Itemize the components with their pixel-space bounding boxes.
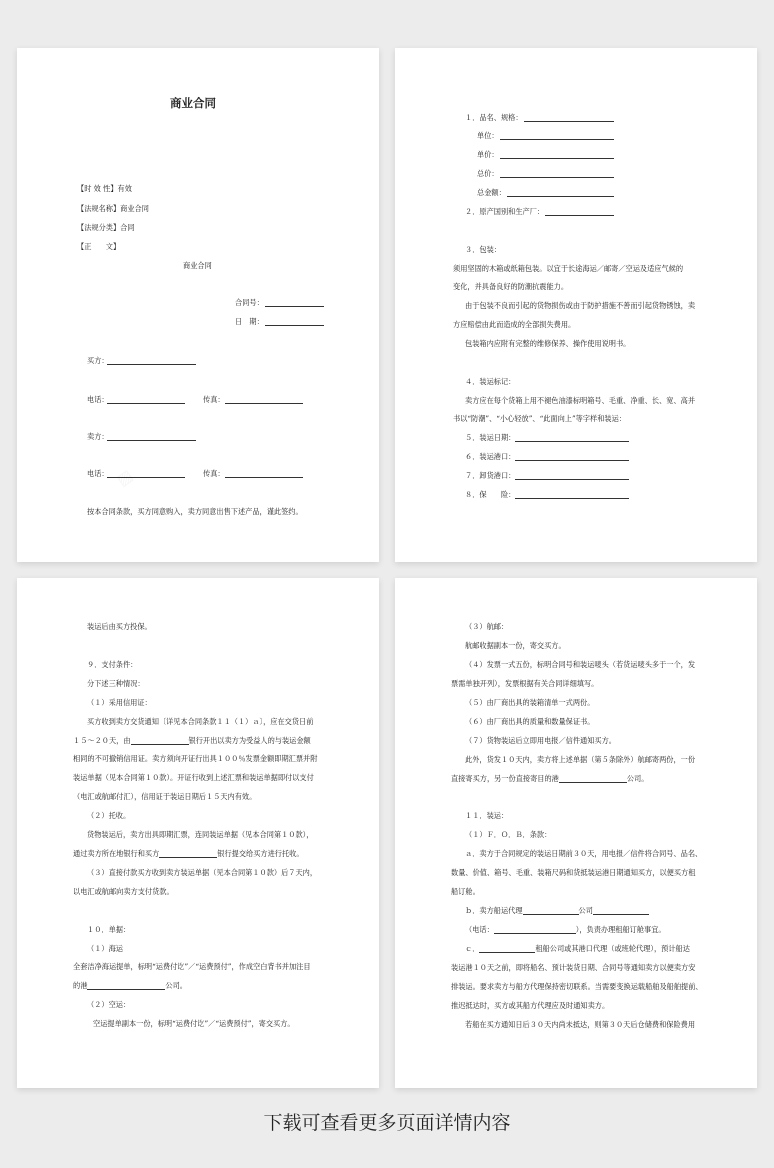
document-page-2 <box>395 48 757 562</box>
seller-blank <box>107 440 196 441</box>
item-4-heading: ４．装运标记： <box>465 377 516 386</box>
phone-blank <box>107 403 185 404</box>
total-amount-label: 总金额： <box>477 188 506 197</box>
document-page-3 <box>17 578 379 1088</box>
item-7-label: ７．卸货港口： <box>465 471 516 480</box>
price-blank <box>500 158 614 159</box>
text-line: 排装运。要求卖方与船方代理保持密切联系。当需要变换运载船舶及船舶提前、 <box>451 982 703 991</box>
item-5-blank <box>515 441 629 442</box>
fax-blank-2 <box>225 477 303 478</box>
total-blank <box>500 177 614 178</box>
text-line: （１）海运 <box>87 944 123 953</box>
text-line: （１）采用信用证： <box>87 698 152 707</box>
text-line: （电汇或航邮付汇），信用证于装运日期后１５天内有效。 <box>73 792 257 801</box>
text-line: （６）由厂商出具的质量和数量保证书。 <box>465 717 595 726</box>
text-line: 推迟抵达时，买方或其船方代理应及时通知卖方。 <box>451 1001 610 1010</box>
text-line: ｂ．卖方船运代理 公司 <box>465 906 649 915</box>
contract-no-label: 合同号： <box>235 298 264 307</box>
date-blank <box>265 325 324 326</box>
buyer-label: 买方： <box>87 356 109 365</box>
item-1-label: １．品名、规格： <box>465 113 523 122</box>
section-10-heading: １０．单据： <box>87 925 131 934</box>
document-page-4 <box>395 578 757 1088</box>
text-line: 装运后由买方投保。 <box>87 622 152 631</box>
text-line: （４）发票一式五份，标明合同号和装运唛头（若货运唛头多于一个，发 <box>465 660 696 669</box>
text-line: 全套洁净海运提单，标明“运费付讫”／“运费预付”，作成空白背书并加注目 <box>73 962 311 971</box>
text-line: （２）托收。 <box>87 811 131 820</box>
item-2-blank <box>545 215 614 216</box>
text-line: 通过卖方所在地银行和买方 银行提交给买方进行托收。 <box>73 849 304 858</box>
contract-no-blank <box>265 306 324 307</box>
seller-label: 卖方： <box>87 432 109 441</box>
marking-text-2: 书以“防潮”、“小心轻放”、“此面向上”等字样和装运： <box>453 414 626 423</box>
meta-name: 【法规名称】商业合同 <box>77 204 149 213</box>
text-line: （电话： ），负责办理租船订舱事宜。 <box>465 925 666 934</box>
packing-text-5: 包装箱内应附有完整的维修保养、操作使用说明书。 <box>465 339 631 348</box>
fax-label-2: 传真： <box>203 469 225 478</box>
date-label: 日 期： <box>235 317 264 326</box>
item-6-label: ６．装运港口： <box>465 452 516 461</box>
phone-label-2: 电话： <box>87 469 109 478</box>
item-7-blank <box>515 479 629 480</box>
unit-blank <box>500 139 614 140</box>
section-11-heading: １１．装运： <box>465 811 509 820</box>
text-line: 此外，货发１０天内，卖方将上述单据（第５条除外）航邮寄两份，一份 <box>465 755 696 764</box>
text-line: （７）货物装运后立即用电报／信件通知买方。 <box>465 736 616 745</box>
phone-label: 电话： <box>87 395 109 404</box>
item-6-blank <box>515 460 629 461</box>
text-line: 买方收到卖方交货通知〔详见本合同条款１１（１）ａ〕，应在交货日前 <box>87 717 314 726</box>
text-line: 装运港１０天之前，即将船名、预计装货日期、合同号等通知卖方以便卖方安 <box>451 963 696 972</box>
item-2-label: ２．原产国别和生产厂： <box>465 207 545 216</box>
text-line: ｃ． 租船公司或其港口代理（或班轮代理），预计船达 <box>465 944 690 953</box>
download-more-link[interactable]: 下载可查看更多页面详情内容 <box>263 1112 511 1134</box>
text-line: 若船在买方通知日后３０天内尚未抵达，则第３０天后仓储费和保险费用 <box>465 1020 696 1029</box>
item-8-label: ８．保 险： <box>465 490 516 499</box>
text-line: 航邮收据副本一份，寄交买方。 <box>465 641 566 650</box>
item-8-blank <box>515 498 629 499</box>
price-label: 单价： <box>477 150 499 159</box>
text-line: （３）直接付款买方收到卖方装运单据（见本合同第１０款）后７天内， <box>87 868 318 877</box>
text-line: （５）由厂商出具的装箱清单一式两份。 <box>465 698 595 707</box>
text-line: （３）航邮： <box>465 622 509 631</box>
text-line: ａ．卖方于合同规定的装运日期前３０天，用电报／信件将合同号、品名、 <box>465 849 703 858</box>
packing-text-2: 变化，并具备良好的防潮抗震能力。 <box>453 282 569 291</box>
packing-text-1: 须用坚固的木箱或纸箱包装。以宜于长途海运／邮寄／空运及适应气候的 <box>453 264 684 273</box>
packing-text-4: 方应赔偿由此而造成的全部损失费用。 <box>453 320 576 329</box>
packing-text-3: 由于包装不良而引起的货物损伤或由于防护措施不善而引起货物锈蚀，卖 <box>465 301 696 310</box>
fax-label: 传真： <box>203 395 225 404</box>
text-line: 分下述三种情况： <box>87 679 145 688</box>
doc-subtitle: 商业合同 <box>183 261 212 270</box>
text-line: 以电汇或航邮向卖方支付货款。 <box>73 887 174 896</box>
text-line: 船订舱。 <box>451 887 480 896</box>
item-1-blank <box>524 121 614 122</box>
total-amount-blank <box>507 196 614 197</box>
meta-validity: 【时 效 性】有效 <box>77 184 132 193</box>
meta-category: 【法规分类】合同 <box>77 223 135 232</box>
text-line: 相同的不可撤销信用证。卖方须向开证行出具１００％发票金额即期汇票并附 <box>73 754 318 763</box>
section-9-heading: ９．支付条件： <box>87 660 138 669</box>
text-line: 的港 公司。 <box>73 981 187 990</box>
unit-label: 单位： <box>477 131 499 140</box>
closing-text: 按本合同条款，买方同意购入，卖方同意出售下述产品，谨此签约。 <box>87 507 303 516</box>
watermark <box>113 465 136 489</box>
text-line: （２）空运： <box>87 1000 131 1009</box>
total-label: 总价： <box>477 169 499 178</box>
fax-blank <box>225 403 303 404</box>
text-line: 票需单独开列），发票根据有关合同详细填写。 <box>451 679 599 688</box>
text-line: （１）Ｆ．Ｏ．Ｂ．条款： <box>465 830 552 839</box>
item-5-label: ５．装运日期： <box>465 433 516 442</box>
document-page-1 <box>17 48 379 562</box>
text-line: 数量、价值、箱号、毛重、装箱尺码和货抵装运港日期通知买方，以便买方租 <box>451 868 696 877</box>
meta-body: 【正 文】 <box>77 242 121 251</box>
text-line: 装运单据（见本合同第１０款）。开证行收到上述汇票和装运单据即付以支付 <box>73 773 314 782</box>
text-line: 货物装运后，卖方出具即期汇票，连同装运单据（见本合同第１０款）， <box>87 830 314 839</box>
text-line: 直接寄买方，另一份直接寄目的港 公司。 <box>451 774 649 783</box>
text-line: 空运提单副本一份，标明“运费付讫”／“运费预付”，寄交买方。 <box>93 1019 295 1028</box>
buyer-blank <box>107 364 196 365</box>
page-title: 商业合同 <box>170 96 216 110</box>
text-line: １５～２０天，由 银行开出以卖方为受益人的与装运金额 <box>73 736 311 745</box>
item-3-heading: ３．包装： <box>465 245 501 254</box>
marking-text-1: 卖方应在每个货箱上用不褪色油漆标明箱号、毛重、净重、长、宽、高并 <box>465 396 696 405</box>
